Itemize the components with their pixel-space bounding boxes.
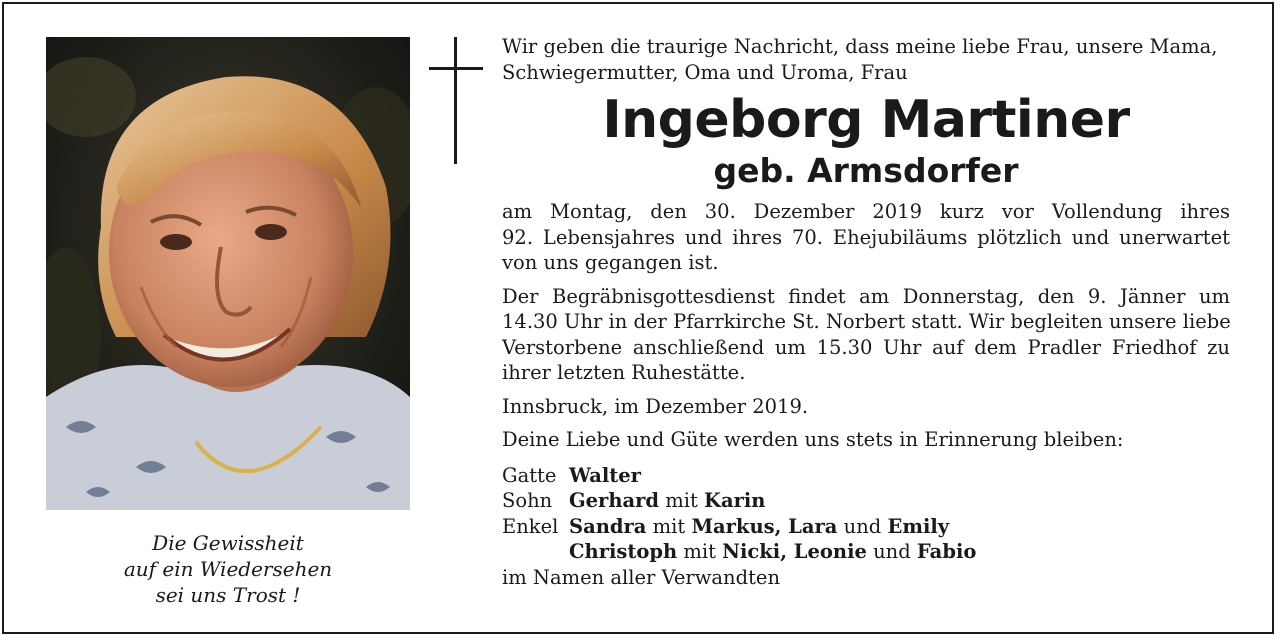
family-row-grandchildren: [502, 514, 1230, 540]
connector-word: mit: [665, 489, 698, 512]
family-row-grandchildren-2: [502, 539, 1230, 565]
cross-icon-vertical: [454, 37, 457, 164]
paragraph-line: Verstorbene anschließend um 15.30 Uhr auf dem Pradler Friedhof zu: [502, 335, 1230, 359]
notice-text: [502, 34, 1230, 590]
paragraph-line: 92. Lebensjahres und ihres 70. Ehejubiläums plötzlich und unerwartet: [502, 225, 1230, 249]
connector-word: und: [873, 540, 911, 563]
intro-line: Wir geben die traurige Nachricht, dass meine liebe Frau, unsere Mama,: [502, 35, 1218, 58]
paragraph-line: von uns gegangen ist.: [502, 251, 719, 274]
remembrance-line: Deine Liebe und Güte werden uns stets in Erinnerung bleiben:: [502, 428, 1124, 451]
family-name: Gerhard: [569, 489, 660, 512]
funeral-paragraph: [502, 284, 1230, 386]
closing-line: im Namen aller Verwandten: [502, 565, 781, 589]
connector-word: mit: [683, 540, 716, 563]
family-name: Karin: [704, 489, 766, 512]
portrait-photo: [46, 37, 410, 510]
family-name: Emily: [887, 514, 950, 538]
paragraph-line: am Montag, den 30. Dezember 2019 kurz vor Vollendung ihres: [502, 200, 1230, 223]
intro-paragraph: [502, 34, 1230, 85]
place-date: Innsbruck, im Dezember 2019.: [502, 394, 809, 418]
family-list: [502, 463, 1230, 591]
relation-label: Sohn: [502, 489, 553, 512]
intro-line: Schwiegermutter, Oma und Uroma, Frau: [502, 60, 908, 84]
family-name: Sandra: [569, 514, 647, 538]
consolation-quote: [46, 530, 410, 608]
family-name: Christoph: [569, 540, 678, 563]
connector-word: und: [843, 514, 882, 538]
paragraph-line: 14.30 Uhr in der Pfarrkirche St. Norbert statt. Wir begleiten unsere liebe: [502, 310, 1231, 333]
connector-word: mit: [652, 514, 686, 538]
quote-line: sei uns Trost !: [155, 583, 301, 607]
paragraph-line: ihrer letzten Ruhestätte.: [502, 361, 746, 384]
family-name: Walter: [569, 463, 641, 487]
paragraph-line: Der Begräbnisgottesdienst findet am Donnerstag, den 9. Jänner um: [502, 284, 1230, 308]
maiden-name: geb. Armsdorfer: [713, 151, 1019, 190]
family-name: Nicki, Leonie: [722, 540, 867, 563]
family-row-son: [502, 488, 1230, 514]
family-row-spouse: [502, 463, 1230, 489]
relation-label: Gatte: [502, 463, 557, 487]
death-paragraph: [502, 199, 1230, 276]
family-name: Fabio: [916, 540, 977, 563]
family-name: Markus, Lara: [691, 514, 838, 538]
cross-icon-horizontal: [429, 67, 483, 70]
quote-line: auf ein Wiedersehen: [123, 557, 333, 581]
quote-line: Die Gewissheit: [152, 531, 304, 555]
deceased-name: Ingeborg Martiner: [602, 90, 1130, 150]
relation-label: Enkel: [502, 514, 559, 538]
